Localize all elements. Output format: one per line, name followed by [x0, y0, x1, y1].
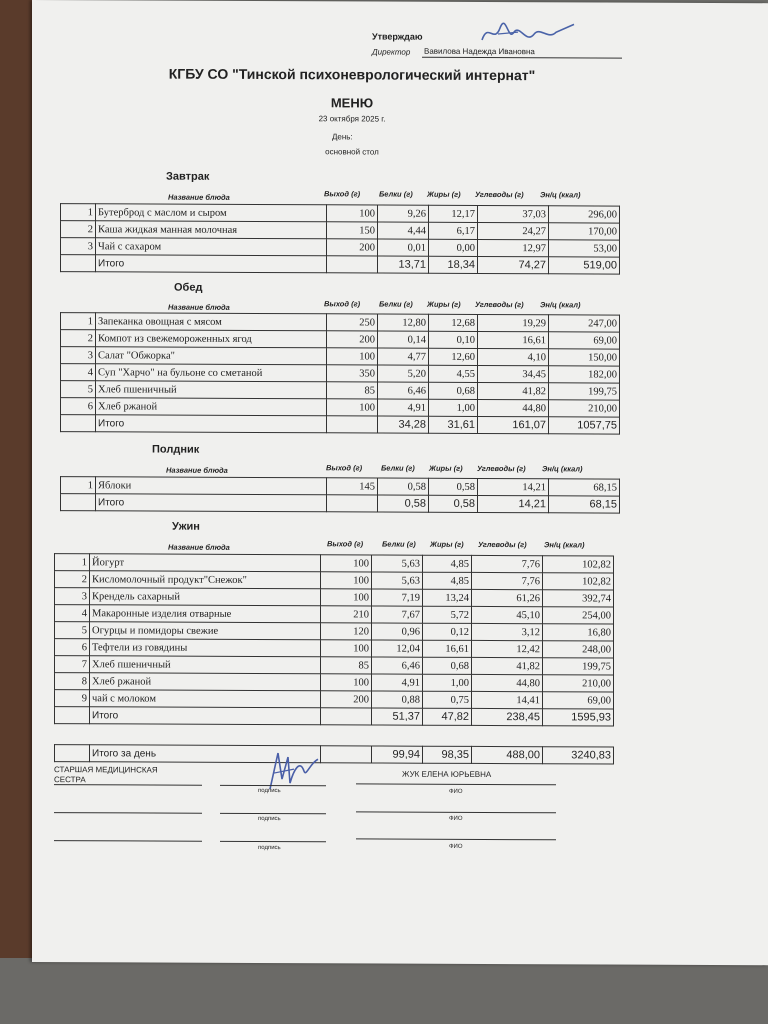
fio-line: [356, 811, 556, 813]
table-row: 5 Огурцы и помидоры свежие 120 0,96 0,12 3,12 16,80: [55, 622, 614, 641]
approve-label: Утверждаю: [372, 31, 423, 42]
col-header-protein: Белки (г): [382, 539, 416, 549]
table-row: 3 Крендель сахарный 100 7,19 13,24 61,26 392,74: [55, 588, 614, 607]
sign-label: подпись: [258, 844, 281, 852]
total-row: Итого 34,28 31,61 161,07 1057,75: [61, 415, 620, 434]
col-header-carbs: Углеводы (г): [478, 539, 527, 550]
fio-label: ФИО: [449, 788, 463, 795]
table-row: 5 Хлеб пшеничный 85 6,46 0,68 41,82 199,75: [61, 381, 620, 400]
menu-date: 23 октября 2025 г.: [318, 114, 386, 124]
col-header-fat: Жиры (г): [429, 463, 463, 473]
table-row: 3 Чай с сахаром 200 0,01 0,00 12,97 53,00: [61, 238, 620, 257]
director-underline: [422, 57, 622, 59]
section-title-dinner: Ужин: [172, 520, 200, 533]
signature-line: [220, 841, 326, 842]
organization-name: КГБУ СО "Тинской психоневрологический интернат": [168, 65, 536, 84]
sign-label: подпись: [258, 787, 281, 795]
snack-table: [60, 476, 620, 513]
table-row: 4 Суп "Харчо" на бульоне со сметаной 350 5,20 4,55 34,45 182,00: [61, 364, 620, 383]
director-name: Вавилова Надежда Ивановна: [424, 46, 535, 57]
section-title-breakfast: Завтрак: [166, 170, 210, 183]
diet-type: основной стол: [325, 147, 379, 157]
dinner-table: [54, 553, 614, 726]
col-header-yield: Выход (г): [327, 539, 364, 549]
signature-line: [54, 784, 202, 786]
table-row: 6 Тефтели из говядины 100 12,04 16,61 12,42 248,00: [55, 639, 614, 658]
nurse-title-line2: СЕСТРА: [54, 775, 86, 785]
table-row: 1 Йогурт 100 5,63 4,85 7,76 102,82: [55, 554, 614, 573]
day-label: День:: [332, 132, 353, 142]
fio-label: ФИО: [449, 843, 463, 850]
day-total-table: [54, 744, 614, 764]
breakfast-table: [60, 203, 620, 274]
signature-line: [54, 840, 202, 842]
lunch-table: [60, 312, 620, 434]
col-header-yield: Выход (г): [326, 463, 363, 473]
nurse-signature: [260, 749, 320, 793]
col-header-protein: Белки (г): [381, 463, 415, 473]
col-header-protein: Белки (г): [379, 299, 413, 309]
col-header-yield: Выход (г): [324, 189, 361, 199]
table-row: 1 Запеканка овощная с мясом 250 12,80 12,68 19,29 247,00: [61, 313, 620, 332]
page-title: МЕНЮ: [330, 95, 374, 111]
table-row: 7 Хлеб пшеничный 85 6,46 0,68 41,82 199,75: [55, 656, 614, 675]
section-title-lunch: Обед: [174, 281, 203, 294]
col-header-fat: Жиры (г): [427, 299, 461, 309]
table-row: 1 Яблоки 145 0,58 0,58 14,21 68,15: [61, 477, 620, 496]
director-label: Директор: [372, 47, 411, 57]
col-header-name: Название блюда: [168, 192, 230, 202]
col-header-energy: Эн/ц (ккал): [542, 464, 583, 474]
col-header-carbs: Углеводы (г): [475, 189, 524, 200]
col-header-energy: Эн/ц (ккал): [540, 300, 581, 310]
fio-label: ФИО: [449, 815, 463, 822]
signature-line: [220, 813, 326, 814]
table-row: 2 Каша жидкая манная молочная 150 4,44 6,17 24,27 170,00: [61, 221, 620, 240]
col-header-carbs: Углеводы (г): [475, 299, 524, 310]
col-header-name: Название блюда: [168, 542, 230, 552]
col-header-protein: Белки (г): [379, 189, 413, 199]
total-row: Итого 0,58 0,58 14,21 68,15: [61, 494, 620, 513]
day-total-row: Итого за день 99,94 98,35 488,00 3240,83: [55, 745, 614, 764]
col-header-energy: Эн/ц (ккал): [540, 190, 581, 200]
col-header-name: Название блюда: [168, 302, 230, 312]
background-left: [0, 0, 34, 1024]
section-title-snack: Полдник: [152, 443, 200, 456]
col-header-fat: Жиры (г): [430, 539, 464, 549]
table-row: 3 Салат "Обжорка" 100 4,77 12,60 4,10 150,00: [61, 347, 620, 366]
table-row: 2 Кисломолочный продукт"Снежок" 100 5,63 4,85 7,76 102,82: [55, 571, 614, 590]
fio-line: [356, 783, 556, 785]
menu-document: [32, 0, 768, 965]
nurse-name: ЖУК ЕЛЕНА ЮРЬЕВНА: [402, 769, 492, 780]
col-header-yield: Выход (г): [324, 299, 361, 309]
table-row: 1 Бутерброд с маслом и сыром 100 9,26 12,17 37,03 296,00: [61, 204, 620, 223]
table-row: 9 чай с молоком 200 0,88 0,75 14,41 69,00: [55, 690, 614, 709]
nurse-title-line1: СТАРШАЯ МЕДИЦИНСКАЯ: [54, 765, 158, 775]
col-header-energy: Эн/ц (ккал): [544, 540, 585, 550]
fio-line: [356, 838, 556, 840]
table-row: 4 Макаронные изделия отварные 210 7,67 5,72 45,10 254,00: [55, 605, 614, 624]
total-row: Итого 51,37 47,82 238,45 1595,93: [55, 707, 614, 726]
table-row: 2 Компот из свежемороженных ягод 200 0,14 0,10 16,61 69,00: [61, 330, 620, 349]
col-header-carbs: Углеводы (г): [477, 463, 526, 474]
col-header-name: Название блюда: [166, 465, 228, 475]
sign-label: подпись: [258, 815, 281, 823]
table-row: 6 Хлеб ржаной 100 4,91 1,00 44,80 210,00: [61, 398, 620, 417]
background-bottom: [0, 958, 768, 1024]
col-header-fat: Жиры (г): [427, 189, 461, 199]
table-row: 8 Хлеб ржаной 100 4,91 1,00 44,80 210,00: [55, 673, 614, 692]
signature-line: [54, 812, 202, 814]
total-row: Итого 13,71 18,34 74,27 519,00: [61, 255, 620, 274]
